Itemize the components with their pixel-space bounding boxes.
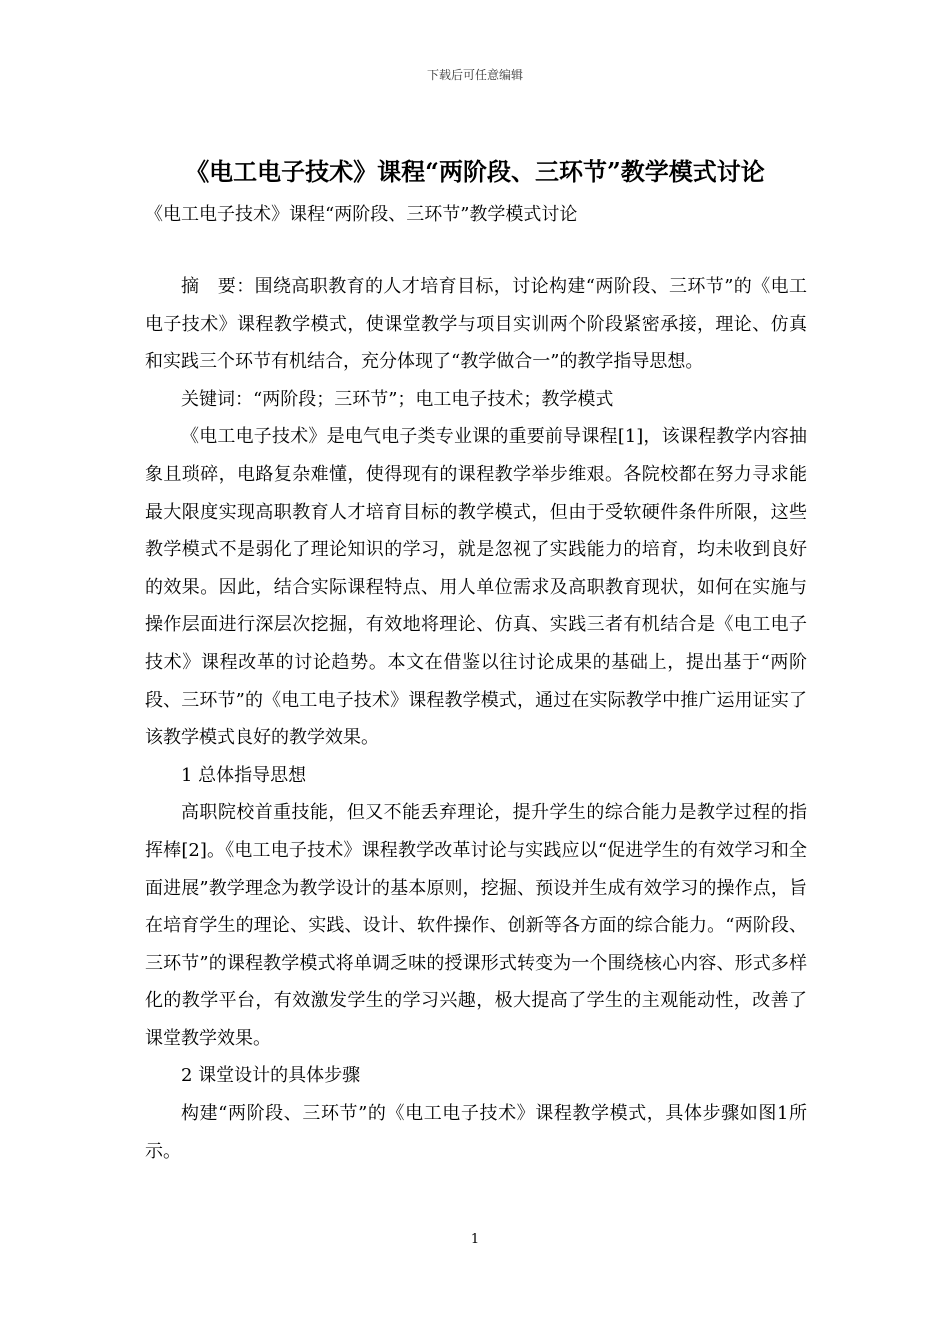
section-2-paragraph: 构建“两阶段、三环节”的《电工电子技术》课程教学模式，具体步骤如图1所示。 bbox=[145, 1103, 807, 1162]
keywords-paragraph: 关键词：“两阶段；三环节”；电工电子技术；教学模式 bbox=[181, 388, 614, 410]
document-title: 《电工电子技术》课程“两阶段、三环节”教学模式讨论 bbox=[185, 157, 765, 186]
section-1-paragraph: 高职院校首重技能，但又不能丢弃理论，提升学生的综合能力是教学过程的指挥棒[2]。《电工电子技术》课程教学改革讨论与实践应以“促进学生的有效学习和全面进展”教学理念为教学设计的基本原则，挖掘、预设并生成有效学习的操作点，旨在培育学生的理论、实践、设计、软件操作、创新等各方面的综合能力。“两阶段、三环节”的课程教学模式将单调乏味的授课形式转变为一个围绕核心内容、形式多样化的教学平台，有效激发学生的学习兴趣，极大提高了学生的主观能动性，改善了课堂教学效果。 bbox=[145, 802, 807, 1049]
document-body bbox=[145, 268, 807, 1170]
abstract-paragraph: 摘 要：围绕高职教育的人才培育目标，讨论构建“两阶段、三环节”的《电工电子技术》课程教学模式，使课堂教学与项目实训两个阶段紧密承接，理论、仿真和实践三个环节有机结合，充分体现了“教学做合一”的教学指导思想。 bbox=[145, 276, 807, 373]
intro-paragraph: 《电工电子技术》是电气电子类专业课的重要前导课程[1]，该课程教学内容抽象且琐碎，电路复杂难懂，使得现有的课程教学举步维艰。各院校都在努力寻求能最大限度实现高职教育人才培育目标的教学模式，但由于受软硬件条件所限，这些教学模式不是弱化了理论知识的学习，就是忽视了实践能力的培育，均未收到良好的效果。因此，结合实际课程特点、用人单位需求及高职教育现状，如何在实施与操作层面进行深层次挖掘，有效地将理论、仿真、实践三者有机结合是《电工电子技术》课程改革的讨论趋势。本文在借鉴以往讨论成果的基础上，提出基于“两阶段、三环节”的《电工电子技术》课程教学模式，通过在实际教学中推广运用证实了该教学模式良好的教学效果。 bbox=[145, 426, 807, 749]
header-note: 下载后可任意编辑 bbox=[426, 68, 523, 82]
document-subtitle: 《电工电子技术》课程“两阶段、三环节”教学模式讨论 bbox=[145, 204, 578, 225]
section-2-heading: 2 课堂设计的具体步骤 bbox=[181, 1065, 361, 1087]
section-1-heading: 1 总体指导思想 bbox=[181, 764, 307, 786]
page-number: 1 bbox=[470, 1232, 480, 1247]
